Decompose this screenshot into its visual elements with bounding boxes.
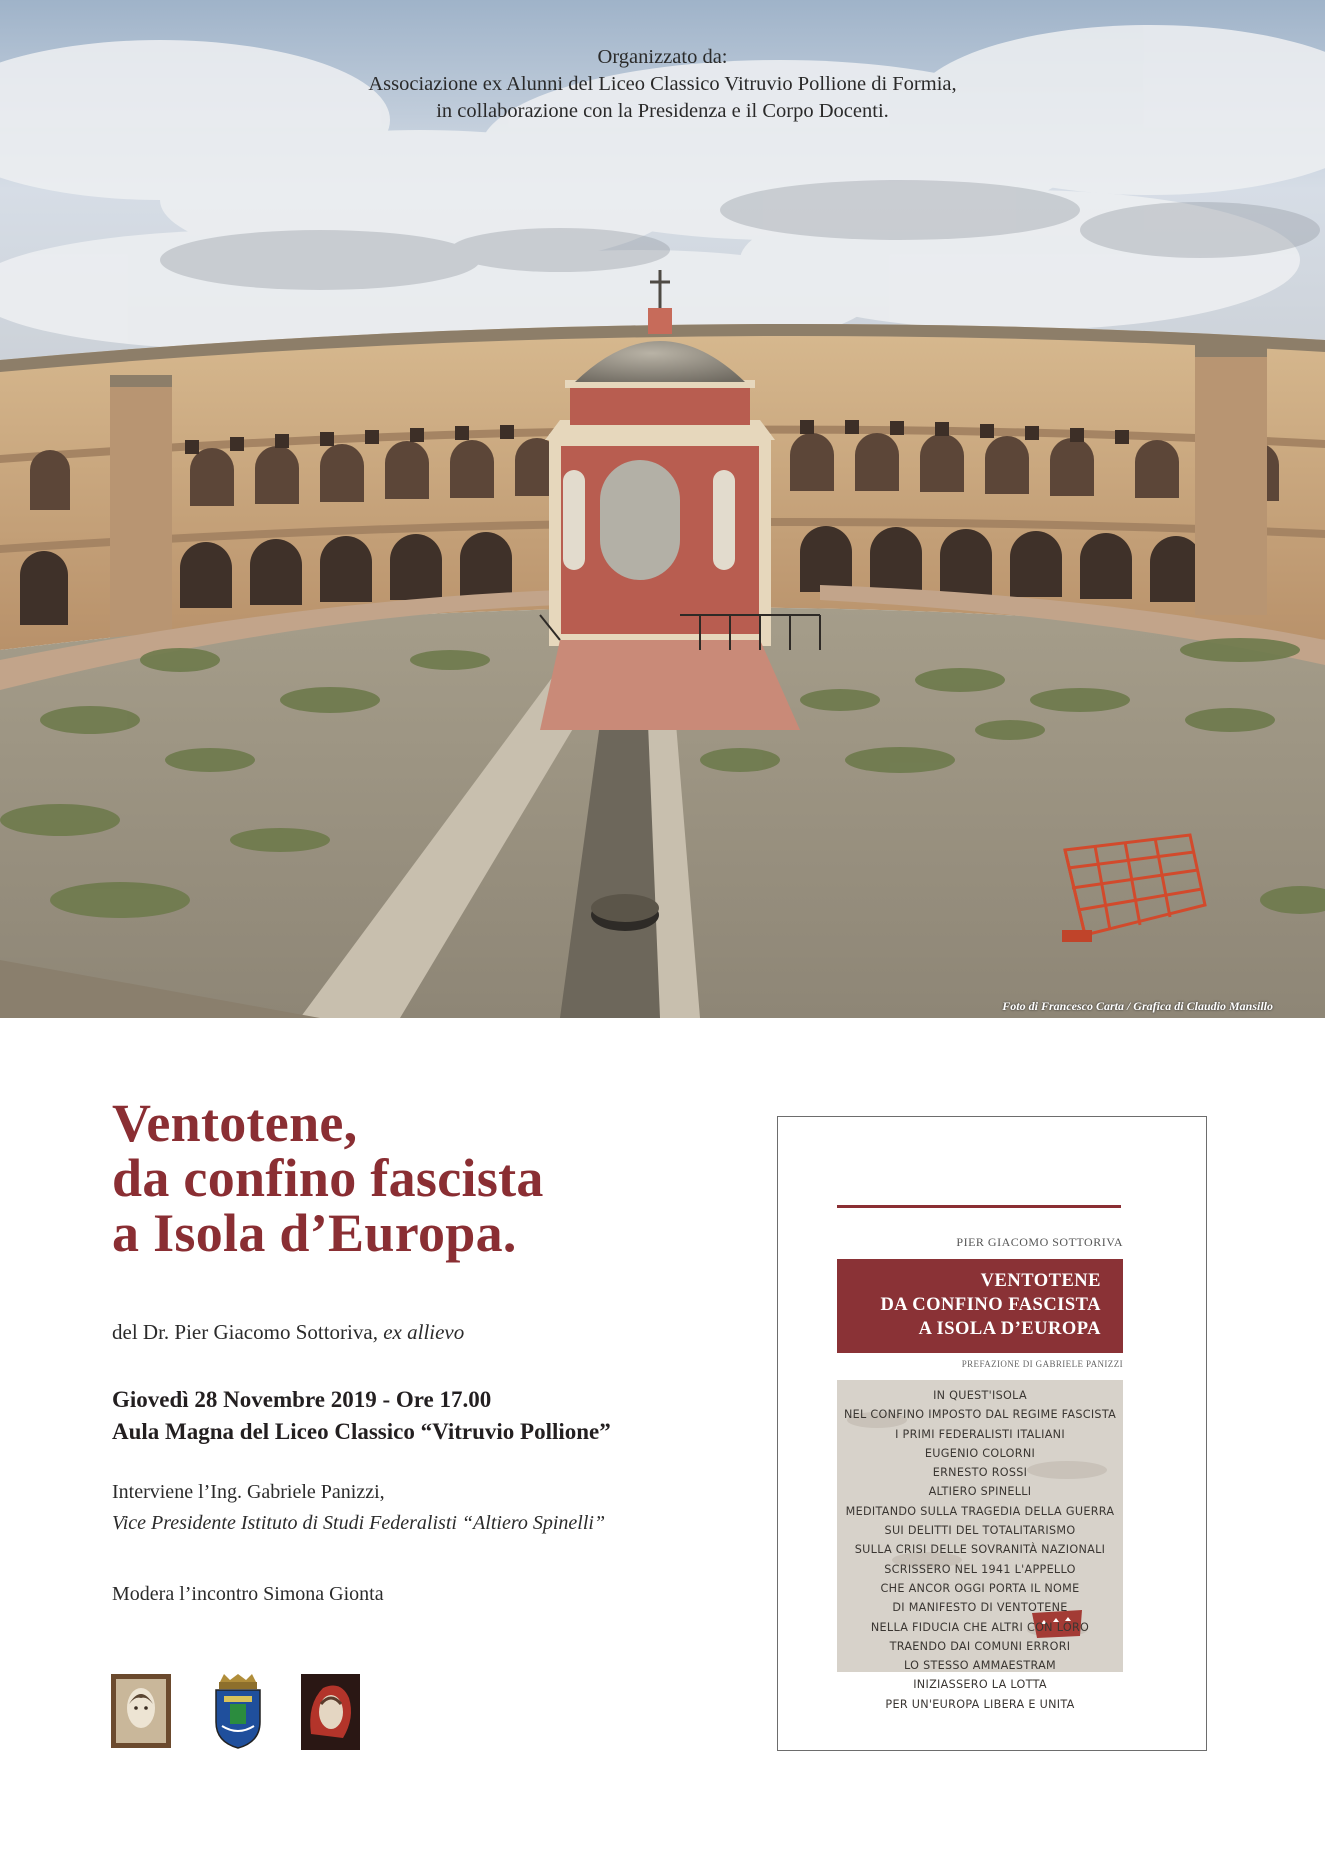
inscription-line: SUI DELITTI DEL TOTALITARISMO bbox=[884, 1524, 1076, 1538]
book-cover-rule bbox=[837, 1205, 1121, 1208]
author-line bbox=[112, 1320, 464, 1345]
inscription-line: TRAENDO DAI COMUNI ERRORI bbox=[889, 1639, 1071, 1653]
inscription-line: MEDITANDO SULLA TRAGEDIA DELLA GUERRA bbox=[845, 1504, 1115, 1518]
inscription-line: SULLA CRISI DELLE SOVRANITÀ NAZIONALI bbox=[854, 1543, 1106, 1557]
school-logo bbox=[301, 1674, 360, 1755]
event-details bbox=[112, 1384, 611, 1448]
organizer-label: Organizzato da: bbox=[597, 46, 728, 68]
inscription-line: ERNESTO ROSSI bbox=[932, 1466, 1028, 1480]
author-role: , ex allievo bbox=[372, 1320, 465, 1344]
event-venue: Aula Magna del Liceo Classico “Vitruvio Pollione” bbox=[112, 1419, 611, 1444]
title-line-3: a Isola d’Europa. bbox=[112, 1203, 517, 1263]
inscription-line: I PRIMI FEDERALISTI ITALIANI bbox=[895, 1427, 1065, 1441]
association-logo bbox=[111, 1674, 171, 1753]
book-preface: PREFAZIONE DI GABRIELE PANIZZI bbox=[961, 1359, 1123, 1369]
municipality-coat-of-arms-icon bbox=[210, 1674, 266, 1755]
inscription-line: CHE ANCOR OGGI PORTA IL NOME bbox=[880, 1581, 1080, 1595]
speaker-name: Interviene l’Ing. Gabriele Panizzi, bbox=[112, 1481, 385, 1503]
organizer-block bbox=[0, 44, 1325, 125]
title-line-1: Ventotene, bbox=[112, 1093, 358, 1153]
inscription-line: LO STESSO AMMAESTRAM bbox=[903, 1659, 1056, 1673]
organizer-collaboration: in collaborazione con la Presidenza e il Corpo Docenti. bbox=[436, 100, 889, 122]
photo-credit: Foto di Francesco Carta / Grafica di Claudio Mansillo bbox=[1002, 999, 1273, 1013]
moderator-line: Modera l’incontro Simona Gionta bbox=[112, 1583, 384, 1605]
inscription-line: EUGENIO COLORNI bbox=[924, 1446, 1036, 1460]
author-name: del Dr. Pier Giacomo Sottoriva bbox=[112, 1320, 373, 1344]
inscription-line: NELLA FIDUCIA CHE ALTRI CON LORO bbox=[870, 1620, 1090, 1634]
speaker-role: Vice Presidente Istituto di Studi Federalisti “Altiero Spinelli” bbox=[112, 1512, 606, 1534]
book-cover bbox=[777, 1116, 1207, 1751]
book-inscription-stone bbox=[837, 1380, 1123, 1711]
book-title-band bbox=[837, 1259, 1123, 1353]
inscription-line: ALTIERO SPINELLI bbox=[928, 1485, 1032, 1499]
inscription-line: DI MANIFESTO DI VENTOTENE bbox=[892, 1601, 1068, 1615]
inscription-line: SCRISSERO NEL 1941 L'APPELLO bbox=[884, 1562, 1076, 1576]
event-title bbox=[112, 1093, 544, 1263]
organizer-association: Associazione ex Alunni del Liceo Classico Vitruvio Pollione di Formia, bbox=[368, 73, 957, 95]
inscription-line: IN QUEST'ISOLA bbox=[933, 1389, 1027, 1402]
book-title-line-1: VENTOTENE bbox=[980, 1271, 1101, 1291]
inscription-line: INIZIASSERO LA LOTTA bbox=[913, 1678, 1047, 1692]
book-title-line-3: A ISOLA D’EUROPA bbox=[918, 1319, 1101, 1339]
book-title-line-2: DA CONFINO FASCISTA bbox=[880, 1295, 1101, 1315]
speaker-block bbox=[112, 1477, 605, 1539]
inscription-line: NEL CONFINO IMPOSTO DAL REGIME FASCISTA bbox=[843, 1408, 1117, 1422]
inscription-line: PER UN'EUROPA LIBERA E UNITA bbox=[885, 1697, 1075, 1711]
book-inscription bbox=[837, 1386, 1123, 1714]
event-datetime: Giovedì 28 Novembre 2019 - Ore 17.00 bbox=[112, 1387, 492, 1412]
title-line-2: da confino fascista bbox=[112, 1148, 544, 1208]
book-author: PIER GIACOMO SOTTORIVA bbox=[956, 1235, 1123, 1249]
